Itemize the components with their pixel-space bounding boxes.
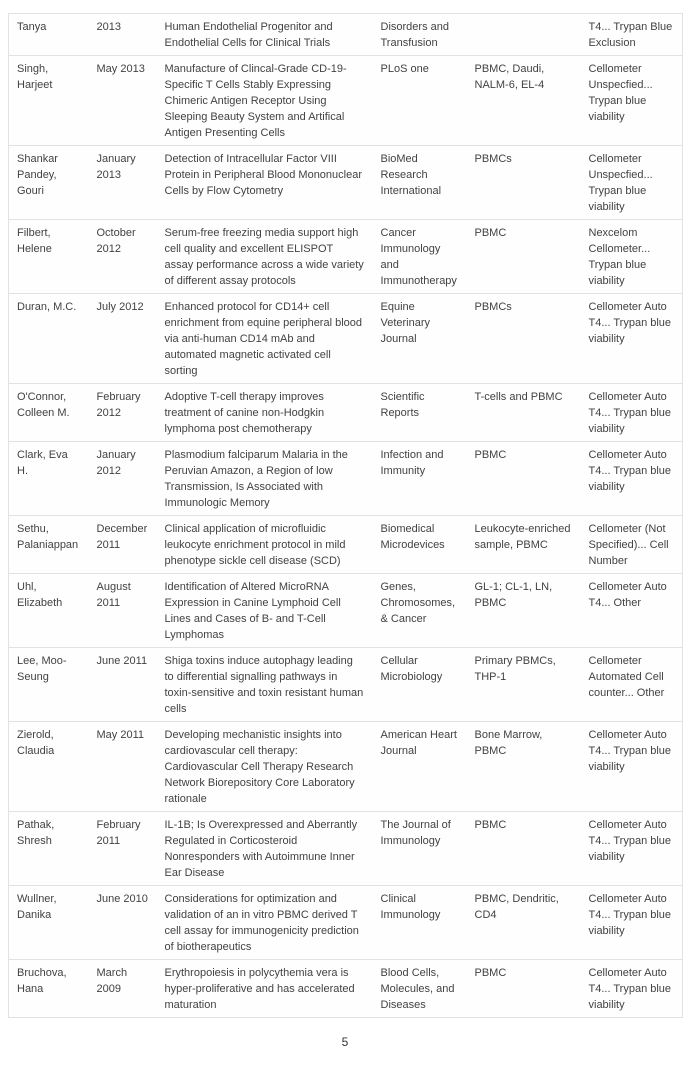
- journal-cell: Scientific Reports: [373, 384, 467, 442]
- cell-types-cell: T-cells and PBMC: [467, 384, 581, 442]
- journal-cell: Genes, Chromosomes, & Cancer: [373, 574, 467, 648]
- method-cell: Cellometer Unspecfied... Trypan blue viability: [581, 146, 683, 220]
- method-cell: Cellometer Auto T4... Other: [581, 574, 683, 648]
- date-cell: October 2012: [89, 220, 157, 294]
- table-row: [9, 960, 683, 1018]
- table-row: [9, 14, 683, 56]
- journal-cell: The Journal of Immunology: [373, 812, 467, 886]
- page-number: 5: [341, 1035, 349, 1049]
- journal-cell: Blood Cells, Molecules, and Diseases: [373, 960, 467, 1018]
- table-row: [9, 146, 683, 220]
- author-cell: Singh, Harjeet: [9, 56, 89, 146]
- title-cell: Considerations for optimization and validation of an in vitro PBMC derived T cell assay for immunogenicity prediction of biotherapeutics: [157, 886, 373, 960]
- date-cell: May 2011: [89, 722, 157, 812]
- date-cell: July 2012: [89, 294, 157, 384]
- cell-types-cell: PBMC: [467, 442, 581, 516]
- journal-cell: Biomedical Microdevices: [373, 516, 467, 574]
- date-cell: August 2011: [89, 574, 157, 648]
- date-cell: January 2013: [89, 146, 157, 220]
- date-cell: 2013: [89, 14, 157, 56]
- journal-cell: American Heart Journal: [373, 722, 467, 812]
- cell-types-cell: PBMC: [467, 960, 581, 1018]
- journal-cell: Equine Veterinary Journal: [373, 294, 467, 384]
- date-cell: February 2011: [89, 812, 157, 886]
- author-cell: Uhl, Elizabeth: [9, 574, 89, 648]
- cell-types-cell: Bone Marrow, PBMC: [467, 722, 581, 812]
- author-cell: Duran, M.C.: [9, 294, 89, 384]
- title-cell: Developing mechanistic insights into cardiovascular cell therapy: Cardiovascular Cell Therapy Research Network Biorepository Core Laboratory rationale: [157, 722, 373, 812]
- table-row: [9, 886, 683, 960]
- title-cell: IL-1B; Is Overexpressed and Aberrantly Regulated in Corticosteroid Nonresponders with Autoimmune Inner Ear Disease: [157, 812, 373, 886]
- cell-types-cell: PBMC: [467, 812, 581, 886]
- journal-cell: PLoS one: [373, 56, 467, 146]
- method-cell: Nexcelom Cellometer... Trypan blue viability: [581, 220, 683, 294]
- table-row: [9, 56, 683, 146]
- author-cell: Wullner, Danika: [9, 886, 89, 960]
- title-cell: Serum-free freezing media support high cell quality and excellent ELISPOT assay performance across a wide variety of different assay protocols: [157, 220, 373, 294]
- title-cell: Plasmodium falciparum Malaria in the Peruvian Amazon, a Region of low Transmission, Is Associated with Immunologic Memory: [157, 442, 373, 516]
- publications-table: [8, 13, 683, 1018]
- cell-types-cell: PBMC, Dendritic, CD4: [467, 886, 581, 960]
- cell-types-cell: PBMCs: [467, 294, 581, 384]
- cell-types-cell: PBMC: [467, 220, 581, 294]
- title-cell: Adoptive T-cell therapy improves treatment of canine non-Hodgkin lymphoma post chemotherapy: [157, 384, 373, 442]
- cell-types-cell: PBMCs: [467, 146, 581, 220]
- publications-table-body: [9, 14, 683, 1018]
- journal-cell: BioMed Research International: [373, 146, 467, 220]
- title-cell: Manufacture of Clincal-Grade CD-19-Specific T Cells Stably Expressing Chimeric Antigen Receptor Using Sleeping Beauty System and Artifical Antigen Presenting Cells: [157, 56, 373, 146]
- journal-cell: Infection and Immunity: [373, 442, 467, 516]
- table-row: [9, 294, 683, 384]
- table-row: [9, 516, 683, 574]
- date-cell: December 2011: [89, 516, 157, 574]
- cell-types-cell: Leukocyte-enriched sample, PBMC: [467, 516, 581, 574]
- method-cell: Cellometer Auto T4... Trypan blue viability: [581, 294, 683, 384]
- cell-types-cell: PBMC, Daudi, NALM-6, EL-4: [467, 56, 581, 146]
- method-cell: Cellometer (Not Specified)... Cell Number: [581, 516, 683, 574]
- method-cell: Cellometer Auto T4... Trypan blue viability: [581, 384, 683, 442]
- method-cell: Cellometer Auto T4... Trypan blue viability: [581, 812, 683, 886]
- author-cell: Tanya: [9, 14, 89, 56]
- journal-cell: Cancer Immunology and Immunotherapy: [373, 220, 467, 294]
- method-cell: Cellometer Auto T4... Trypan blue viability: [581, 442, 683, 516]
- title-cell: Clinical application of microfluidic leukocyte enrichment protocol in mild phenotype sickle cell disease (SCD): [157, 516, 373, 574]
- journal-cell: Cellular Microbiology: [373, 648, 467, 722]
- date-cell: June 2010: [89, 886, 157, 960]
- table-row: [9, 384, 683, 442]
- cell-types-cell: GL-1; CL-1, LN, PBMC: [467, 574, 581, 648]
- author-cell: Lee, Moo-Seung: [9, 648, 89, 722]
- method-cell: Cellometer Auto T4... Trypan blue viability: [581, 886, 683, 960]
- author-cell: Clark, Eva H.: [9, 442, 89, 516]
- author-cell: Sethu, Palaniappan: [9, 516, 89, 574]
- table-row: [9, 574, 683, 648]
- date-cell: January 2012: [89, 442, 157, 516]
- date-cell: March 2009: [89, 960, 157, 1018]
- table-row: [9, 442, 683, 516]
- cell-types-cell: [467, 14, 581, 56]
- title-cell: Detection of Intracellular Factor VIII Protein in Peripheral Blood Mononuclear Cells by Flow Cytometry: [157, 146, 373, 220]
- table-row: [9, 812, 683, 886]
- title-cell: Human Endothelial Progenitor and Endothelial Cells for Clinical Trials: [157, 14, 373, 56]
- author-cell: O'Connor, Colleen M.: [9, 384, 89, 442]
- method-cell: Cellometer Automated Cell counter... Other: [581, 648, 683, 722]
- title-cell: Enhanced protocol for CD14+ cell enrichment from equine peripheral blood via anti-human CD14 mAb and automated magnetic activated cell sorting: [157, 294, 373, 384]
- cell-types-cell: Primary PBMCs, THP-1: [467, 648, 581, 722]
- method-cell: T4... Trypan Blue Exclusion: [581, 14, 683, 56]
- title-cell: Identification of Altered MicroRNA Expression in Canine Lymphoid Cell Lines and Cases of B- and T-Cell Lymphomas: [157, 574, 373, 648]
- author-cell: Filbert, Helene: [9, 220, 89, 294]
- table-row: [9, 220, 683, 294]
- author-cell: Pathak, Shresh: [9, 812, 89, 886]
- document-page: [0, 13, 700, 1066]
- table-row: [9, 722, 683, 812]
- method-cell: Cellometer Auto T4... Trypan blue viability: [581, 722, 683, 812]
- journal-cell: Disorders and Transfusion: [373, 14, 467, 56]
- method-cell: Cellometer Unspecfied... Trypan blue viability: [581, 56, 683, 146]
- table-row: [9, 648, 683, 722]
- date-cell: February 2012: [89, 384, 157, 442]
- date-cell: May 2013: [89, 56, 157, 146]
- date-cell: June 2011: [89, 648, 157, 722]
- author-cell: Bruchova, Hana: [9, 960, 89, 1018]
- journal-cell: Clinical Immunology: [373, 886, 467, 960]
- title-cell: Erythropoiesis in polycythemia vera is hyper-proliferative and has accelerated maturation: [157, 960, 373, 1018]
- author-cell: Zierold, Claudia: [9, 722, 89, 812]
- author-cell: Shankar Pandey, Gouri: [9, 146, 89, 220]
- method-cell: Cellometer Auto T4... Trypan blue viability: [581, 960, 683, 1018]
- title-cell: Shiga toxins induce autophagy leading to differential signalling pathways in toxin-sensitive and toxin resistant human cells: [157, 648, 373, 722]
